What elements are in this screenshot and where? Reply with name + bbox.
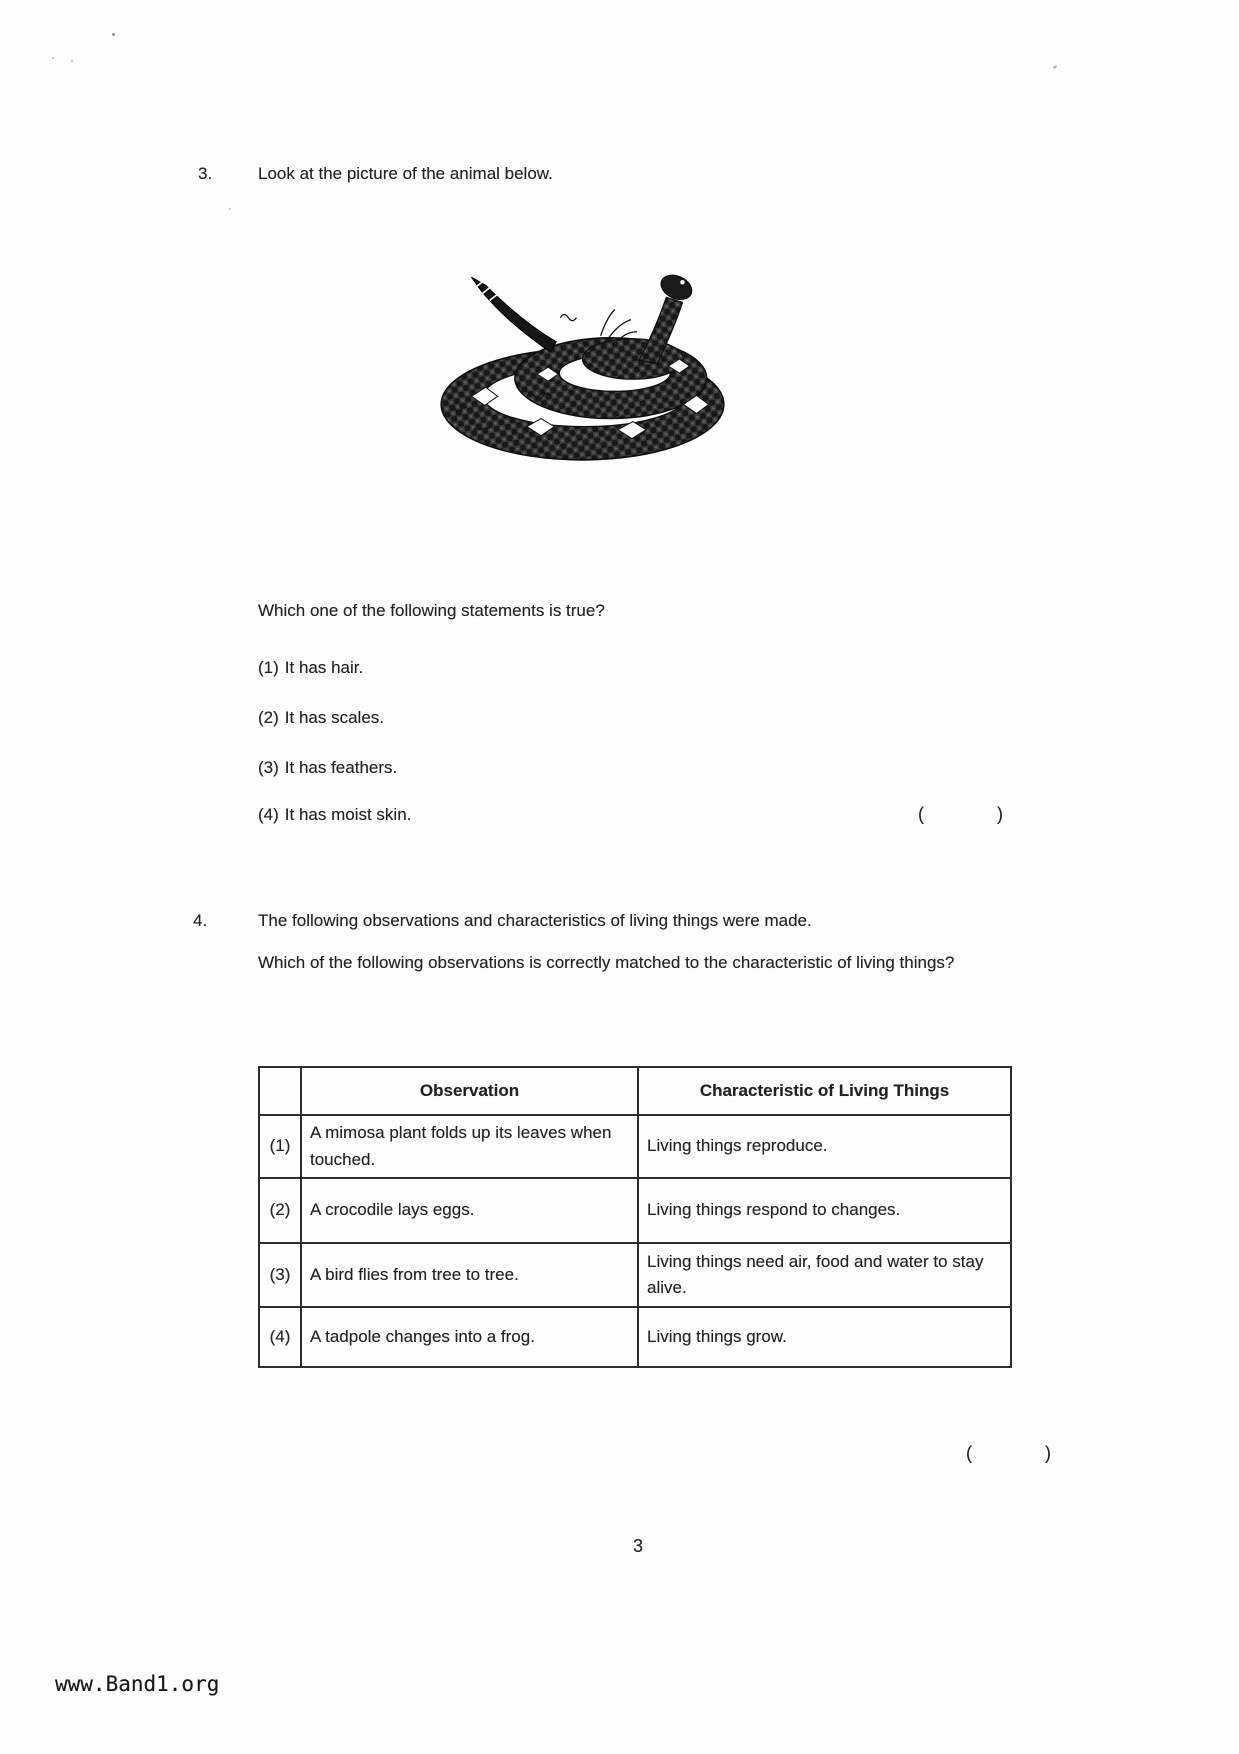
row-observation: A mimosa plant folds up its leaves when touched. xyxy=(301,1115,638,1178)
row-characteristic: Living things reproduce. xyxy=(638,1115,1011,1178)
row-number: (3) xyxy=(259,1243,301,1307)
q3-option-4 xyxy=(258,802,411,828)
option-text: It has scales. xyxy=(284,708,384,727)
q3-option-1 xyxy=(258,655,363,681)
option-label: (4) xyxy=(258,805,279,824)
scan-speck xyxy=(1053,65,1057,69)
q3-option-2 xyxy=(258,705,384,731)
row-observation: A crocodile lays eggs. xyxy=(301,1178,638,1243)
row-number: (4) xyxy=(259,1307,301,1367)
q4-question: Which of the following observations is correctly matched to the characteristic of living things? xyxy=(258,953,955,972)
table-header-row xyxy=(259,1067,1011,1115)
scan-speck xyxy=(52,57,54,59)
watermark: www.Band1.org xyxy=(55,1672,220,1696)
table-row xyxy=(259,1115,1011,1178)
option-text: It has moist skin. xyxy=(284,805,412,824)
q3-option-3 xyxy=(258,755,397,781)
q4-table xyxy=(258,1066,1012,1368)
option-text: It has hair. xyxy=(284,658,364,677)
scan-speck xyxy=(112,33,115,36)
table-row xyxy=(259,1243,1011,1307)
q4-answer-blank: ( ) xyxy=(966,1443,1052,1463)
table-header-empty-cell xyxy=(259,1067,301,1115)
row-number: (1) xyxy=(259,1115,301,1178)
snake-image xyxy=(430,255,735,467)
scan-speck xyxy=(71,60,73,62)
option-label: (1) xyxy=(258,658,279,677)
q4-number: 4. xyxy=(193,911,208,930)
table-header-characteristic: Characteristic of Living Things xyxy=(638,1067,1011,1115)
row-characteristic: Living things grow. xyxy=(638,1307,1011,1367)
table-row xyxy=(259,1178,1011,1243)
row-characteristic: Living things need air, food and water to stay alive. xyxy=(638,1243,1011,1307)
scan-speck xyxy=(229,208,231,210)
row-observation: A bird flies from tree to tree. xyxy=(301,1243,638,1307)
option-text: It has feathers. xyxy=(284,758,398,777)
q3-question: Which one of the following statements is true? xyxy=(258,601,605,620)
q4-intro: The following observations and characteristics of living things were made. xyxy=(258,911,812,930)
page-number: 3 xyxy=(633,1536,644,1556)
table-row xyxy=(259,1307,1011,1367)
q3-answer-blank: ( ) xyxy=(918,804,1004,824)
row-observation: A tadpole changes into a frog. xyxy=(301,1307,638,1367)
option-label: (3) xyxy=(258,758,279,777)
q3-number: 3. xyxy=(198,164,213,183)
option-label: (2) xyxy=(258,708,279,727)
table-header-observation: Observation xyxy=(301,1067,638,1115)
q3-prompt: Look at the picture of the animal below. xyxy=(258,164,553,183)
row-characteristic: Living things respond to changes. xyxy=(638,1178,1011,1243)
row-number: (2) xyxy=(259,1178,301,1243)
